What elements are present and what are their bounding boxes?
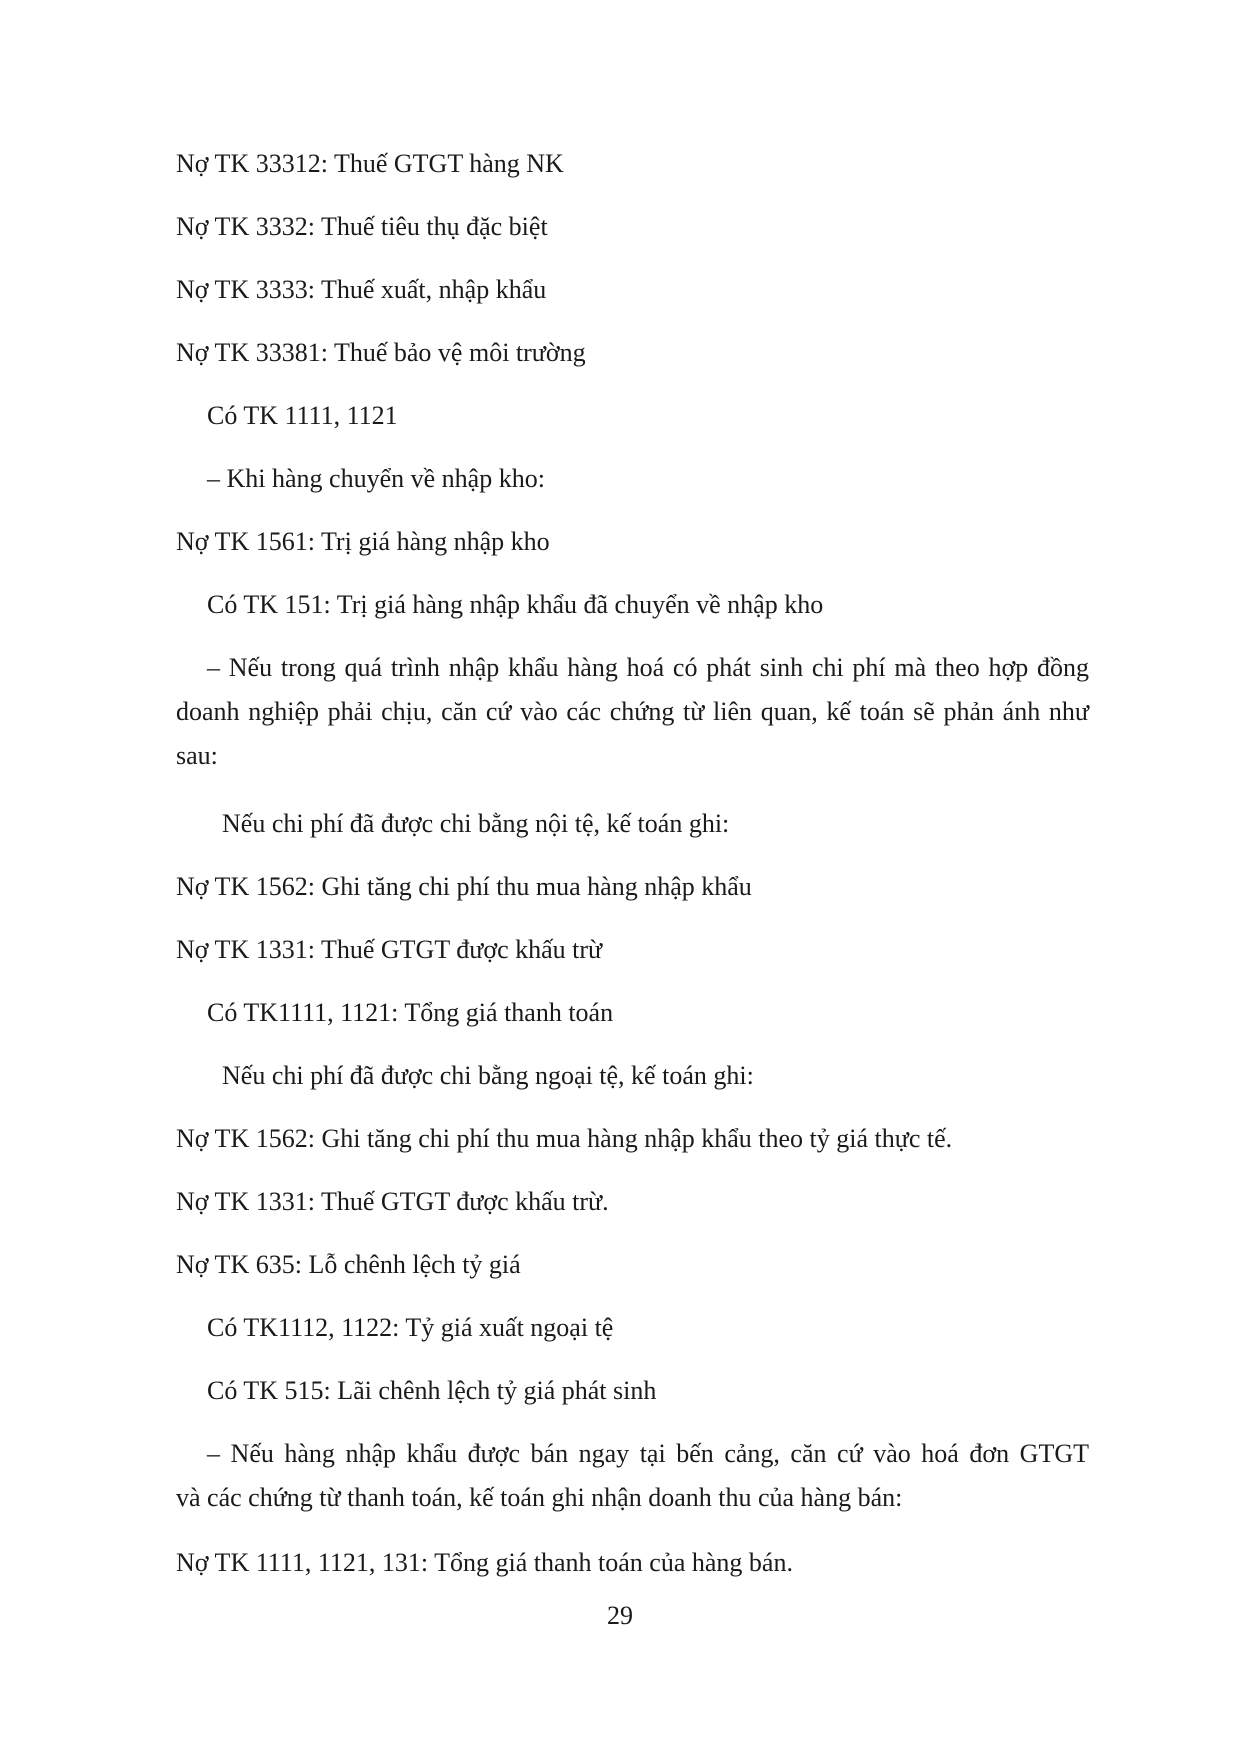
page-number: 29 bbox=[607, 1601, 633, 1630]
text-line: Nợ TK 1561: Trị giá hàng nhập kho bbox=[176, 527, 550, 556]
text-line: Nợ TK 33381: Thuế bảo vệ môi trường bbox=[176, 338, 586, 367]
text-line: Nợ TK 1331: Thuế GTGT được khấu trừ bbox=[176, 935, 603, 964]
text-line: Nợ TK 3333: Thuế xuất, nhập khẩu bbox=[176, 275, 547, 304]
text-line: Nợ TK 1562: Ghi tăng chi phí thu mua hàng nhập khẩu theo tỷ giá thực tế. bbox=[176, 1124, 953, 1153]
text-line: Nợ TK 635: Lỗ chênh lệch tỷ giá bbox=[176, 1250, 521, 1279]
text-line: Có TK 1111, 1121 bbox=[207, 401, 398, 430]
text-line: – Nếu hàng nhập khẩu được bán ngay tại bến cảng, căn cứ vào hoá đơn GTGT bbox=[207, 1439, 1089, 1468]
text-line: sau: bbox=[176, 741, 218, 770]
text-line: Nếu chi phí đã được chi bằng nội tệ, kế toán ghi: bbox=[222, 809, 730, 838]
text-line: Có TK 151: Trị giá hàng nhập khẩu đã chuyển về nhập kho bbox=[207, 590, 824, 619]
text-line: Có TK 515: Lãi chênh lệch tỷ giá phát sinh bbox=[207, 1376, 657, 1405]
text-line: doanh nghiệp phải chịu, căn cứ vào các chứng từ liên quan, kế toán sẽ phản ánh như bbox=[176, 697, 1089, 726]
text-line: – Khi hàng chuyển về nhập kho: bbox=[207, 464, 545, 493]
text-line: Có TK1112, 1122: Tỷ giá xuất ngoại tệ bbox=[207, 1313, 614, 1342]
text-line: Có TK1111, 1121: Tổng giá thanh toán bbox=[207, 998, 614, 1027]
text-line: Nợ TK 3332: Thuế tiêu thụ đặc biệt bbox=[176, 212, 548, 241]
text-line: Nợ TK 33312: Thuế GTGT hàng NK bbox=[176, 149, 564, 178]
text-line: Nợ TK 1331: Thuế GTGT được khấu trừ. bbox=[176, 1187, 609, 1216]
text-line: Nợ TK 1562: Ghi tăng chi phí thu mua hàng nhập khẩu bbox=[176, 872, 752, 901]
text-line: Nếu chi phí đã được chi bằng ngoại tệ, kế toán ghi: bbox=[222, 1061, 754, 1090]
text-line: – Nếu trong quá trình nhập khẩu hàng hoá có phát sinh chi phí mà theo hợp đồng bbox=[207, 653, 1089, 682]
text-line: và các chứng từ thanh toán, kế toán ghi nhận doanh thu của hàng bán: bbox=[176, 1483, 903, 1512]
text-line: Nợ TK 1111, 1121, 131: Tổng giá thanh toán của hàng bán. bbox=[176, 1548, 793, 1577]
